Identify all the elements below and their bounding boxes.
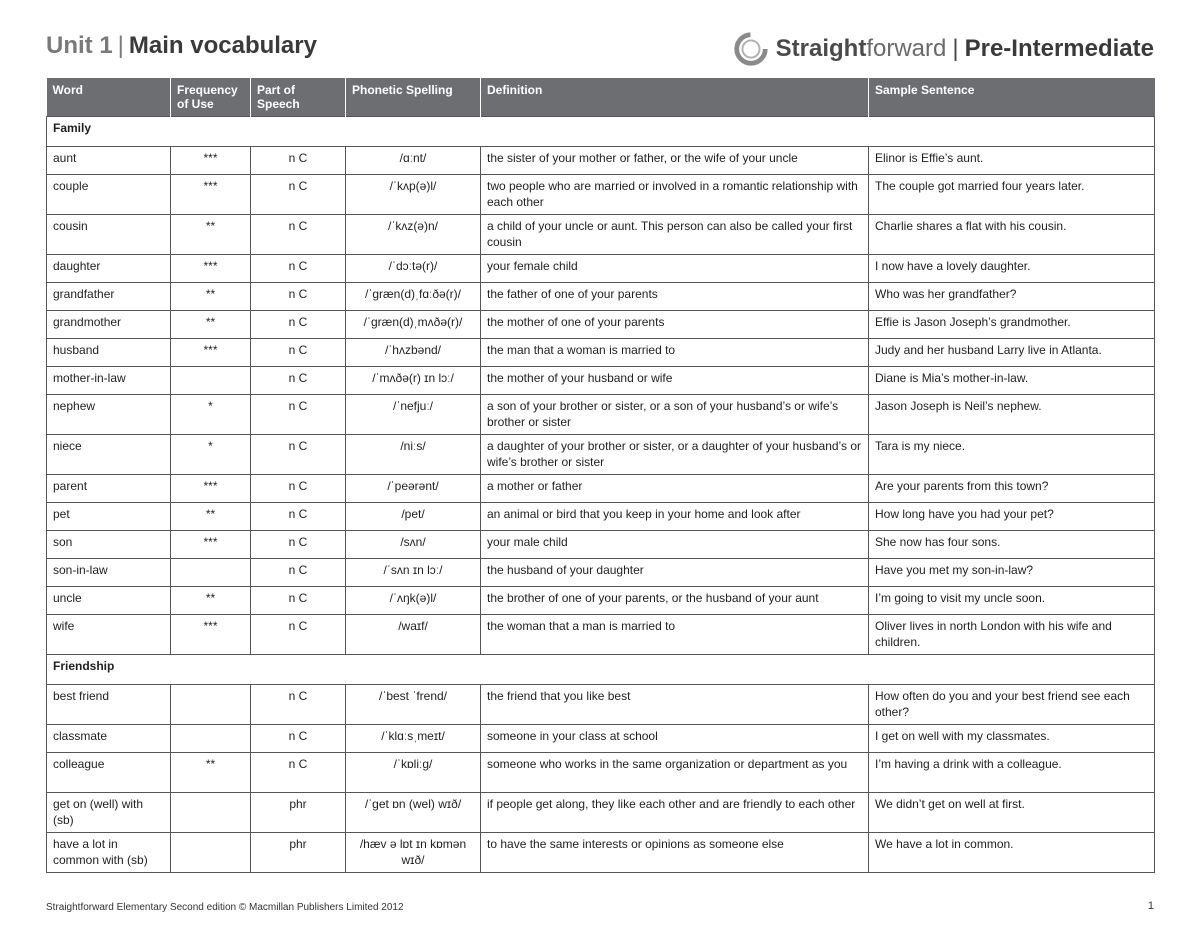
definition-cell: the father of one of your parents [481,283,869,311]
word-cell: mother-in-law [47,367,171,395]
phonetic-cell: /hæv ə lɒt ɪn kɒmən wɪð/ [346,833,481,873]
word-cell: son [47,531,171,559]
phonetic-cell: /ˈɡet ɒn (wel) wɪð/ [346,793,481,833]
sample-sentence-cell: Judy and her husband Larry live in Atlanta. [869,339,1155,367]
word-cell: grandfather [47,283,171,311]
sample-sentence-cell: I’m going to visit my uncle soon. [869,587,1155,615]
frequency-cell: *** [171,147,251,175]
course-level: Pre-Intermediate [964,35,1154,62]
table-row [47,475,1155,503]
col-part-of-speech: Part of Speech [251,78,346,117]
frequency-cell: ** [171,753,251,793]
frequency-cell [171,793,251,833]
definition-cell: two people who are married or involved in a romantic relationship with each other [481,175,869,215]
part-of-speech-cell: phr [251,793,346,833]
part-of-speech-cell: n C [251,559,346,587]
page-header [46,30,1154,64]
table-row [47,255,1155,283]
frequency-cell [171,367,251,395]
header-right [732,30,1154,68]
table-row [47,793,1155,833]
part-of-speech-cell: n C [251,475,346,503]
table-row [47,367,1155,395]
definition-cell: if people get along, they like each other and are friendly to each other [481,793,869,833]
sample-sentence-cell: Who was her grandfather? [869,283,1155,311]
table-body [47,117,1155,873]
sample-sentence-cell: The couple got married four years later. [869,175,1155,215]
page-number: 1 [1147,900,1154,912]
table-row [47,725,1155,753]
section-title: Family [47,117,1155,147]
table-header [47,78,1155,117]
definition-cell: the husband of your daughter [481,559,869,587]
table-row [47,559,1155,587]
word-cell: aunt [47,147,171,175]
sample-sentence-cell: How long have you had your pet? [869,503,1155,531]
straightforward-logo-icon [732,30,770,68]
sample-sentence-cell: Diane is Mia’s mother-in-law. [869,367,1155,395]
table-row [47,615,1155,655]
definition-cell: a son of your brother or sister, or a son of your husband’s or wife’s brother or sister [481,395,869,435]
footer-copyright: Straightforward Elementary Second edition © Macmillan Publishers Limited 2012 [46,902,404,913]
part-of-speech-cell: phr [251,833,346,873]
definition-cell: the mother of one of your parents [481,311,869,339]
header-separator: | [117,32,124,59]
definition-cell: to have the same interests or opinions as someone else [481,833,869,873]
table-row [47,311,1155,339]
part-of-speech-cell: n C [251,435,346,475]
frequency-cell: * [171,435,251,475]
frequency-cell: ** [171,215,251,255]
word-cell: best friend [47,685,171,725]
frequency-cell: *** [171,615,251,655]
definition-cell: the woman that a man is married to [481,615,869,655]
sample-sentence-cell: I now have a lovely daughter. [869,255,1155,283]
table-row [47,215,1155,255]
brand-separator: | [952,35,959,62]
part-of-speech-cell: n C [251,255,346,283]
definition-cell: the man that a woman is married to [481,339,869,367]
phonetic-cell: /ˈhʌzbənd/ [346,339,481,367]
phonetic-cell: /ˈkʌz(ə)n/ [346,215,481,255]
definition-cell: the mother of your husband or wife [481,367,869,395]
sample-sentence-cell: Tara is my niece. [869,435,1155,475]
part-of-speech-cell: n C [251,175,346,215]
word-cell: have a lot in common with (sb) [47,833,171,873]
phonetic-cell: /ˈkʌp(ə)l/ [346,175,481,215]
part-of-speech-cell: n C [251,725,346,753]
part-of-speech-cell: n C [251,147,346,175]
frequency-cell: *** [171,475,251,503]
col-definition: Definition [481,78,869,117]
page-title: Main vocabulary [128,32,317,59]
table-row [47,147,1155,175]
unit-label: Unit 1 [46,32,113,59]
part-of-speech-cell: n C [251,215,346,255]
phonetic-cell: /ˈmʌðə(r) ɪn lɔː/ [346,367,481,395]
word-cell: pet [47,503,171,531]
frequency-cell [171,833,251,873]
phonetic-cell: /sʌn/ [346,531,481,559]
col-frequency [171,78,251,117]
word-cell: uncle [47,587,171,615]
frequency-cell: *** [171,175,251,215]
part-of-speech-cell: n C [251,531,346,559]
phonetic-cell: /ˈɡræn(d)ˌmʌðə(r)/ [346,311,481,339]
part-of-speech-cell: n C [251,311,346,339]
phonetic-cell: /ˈbest ˈfrend/ [346,685,481,725]
phonetic-cell: /ˈʌŋk(ə)l/ [346,587,481,615]
brand-name-part1: Straight [775,35,867,62]
frequency-cell [171,725,251,753]
section-title: Friendship [47,655,1155,685]
sample-sentence-cell: Are your parents from this town? [869,475,1155,503]
frequency-cell: *** [171,531,251,559]
sample-sentence-cell: I get on well with my classmates. [869,725,1155,753]
frequency-cell: *** [171,255,251,283]
word-cell: niece [47,435,171,475]
phonetic-cell: /niːs/ [346,435,481,475]
col-word: Word [47,78,171,117]
definition-cell: a child of your uncle or aunt. This person can also be called your first cousin [481,215,869,255]
sample-sentence-cell: How often do you and your best friend see each other? [869,685,1155,725]
frequency-cell: ** [171,311,251,339]
brand-name-part2: forward [866,35,947,62]
word-cell: classmate [47,725,171,753]
definition-cell: an animal or bird that you keep in your home and look after [481,503,869,531]
phonetic-cell: /ˈnefjuː/ [346,395,481,435]
word-cell: husband [47,339,171,367]
sample-sentence-cell: Effie is Jason Joseph’s grandmother. [869,311,1155,339]
part-of-speech-cell: n C [251,587,346,615]
definition-cell: your male child [481,531,869,559]
part-of-speech-cell: n C [251,615,346,655]
col-phonetic: Phonetic Spelling [346,78,481,117]
part-of-speech-cell: n C [251,753,346,793]
word-cell: wife [47,615,171,655]
sample-sentence-cell: Have you met my son-in-law? [869,559,1155,587]
section-row [47,655,1155,685]
frequency-cell: ** [171,503,251,531]
definition-cell: the brother of one of your parents, or the husband of your aunt [481,587,869,615]
sample-sentence-cell: We didn’t get on well at first. [869,793,1155,833]
frequency-cell: ** [171,587,251,615]
frequency-cell: *** [171,339,251,367]
sample-sentence-cell: Oliver lives in north London with his wife and children. [869,615,1155,655]
table-row [47,753,1155,793]
part-of-speech-cell: n C [251,339,346,367]
part-of-speech-cell: n C [251,503,346,531]
definition-cell: the sister of your mother or father, or the wife of your uncle [481,147,869,175]
phonetic-cell: /ˈkɒliːɡ/ [346,753,481,793]
phonetic-cell: /waɪf/ [346,615,481,655]
phonetic-cell: /ɑːnt/ [346,147,481,175]
definition-cell: someone who works in the same organization or department as you [481,753,869,793]
frequency-cell [171,559,251,587]
vocabulary-table [46,78,1155,873]
table-row [47,531,1155,559]
word-cell: get on (well) with (sb) [47,793,171,833]
sample-sentence-cell: She now has four sons. [869,531,1155,559]
table-row [47,395,1155,435]
word-cell: son-in-law [47,559,171,587]
table-row [47,339,1155,367]
word-cell: nephew [47,395,171,435]
phonetic-cell: /ˈklɑːsˌmeɪt/ [346,725,481,753]
part-of-speech-cell: n C [251,685,346,725]
sample-sentence-cell: We have a lot in common. [869,833,1155,873]
word-cell: couple [47,175,171,215]
table-row [47,685,1155,725]
frequency-cell [171,685,251,725]
phonetic-cell: /ˈdɔːtə(r)/ [346,255,481,283]
sample-sentence-cell: Elinor is Effie’s aunt. [869,147,1155,175]
word-cell: daughter [47,255,171,283]
col-sample-sentence: Sample Sentence [869,78,1155,117]
part-of-speech-cell: n C [251,395,346,435]
phonetic-cell: /ˈɡræn(d)ˌfɑːðə(r)/ [346,283,481,311]
part-of-speech-cell: n C [251,367,346,395]
sample-sentence-cell: Charlie shares a flat with his cousin. [869,215,1155,255]
table-row [47,435,1155,475]
sample-sentence-cell: I’m having a drink with a colleague. [869,753,1155,793]
frequency-cell: ** [171,283,251,311]
phonetic-cell: /ˈsʌn ɪn lɔː/ [346,559,481,587]
table-row [47,283,1155,311]
phonetic-cell: /pet/ [346,503,481,531]
sample-sentence-cell: Jason Joseph is Neil’s nephew. [869,395,1155,435]
word-cell: colleague [47,753,171,793]
section-row [47,117,1155,147]
phonetic-cell: /ˈpeərənt/ [346,475,481,503]
table-row [47,175,1155,215]
word-cell: parent [47,475,171,503]
col-frequency-line1: Frequency [177,83,238,97]
part-of-speech-cell: n C [251,283,346,311]
header-left [46,30,317,62]
table-row [47,587,1155,615]
definition-cell: a daughter of your brother or sister, or a daughter of your husband’s or wife’s brother or sister [481,435,869,475]
word-cell: cousin [47,215,171,255]
definition-cell: someone in your class at school [481,725,869,753]
table-row [47,503,1155,531]
frequency-cell: * [171,395,251,435]
definition-cell: your female child [481,255,869,283]
definition-cell: the friend that you like best [481,685,869,725]
definition-cell: a mother or father [481,475,869,503]
word-cell: grandmother [47,311,171,339]
col-frequency-line2: of Use [177,97,214,111]
table-row [47,833,1155,873]
